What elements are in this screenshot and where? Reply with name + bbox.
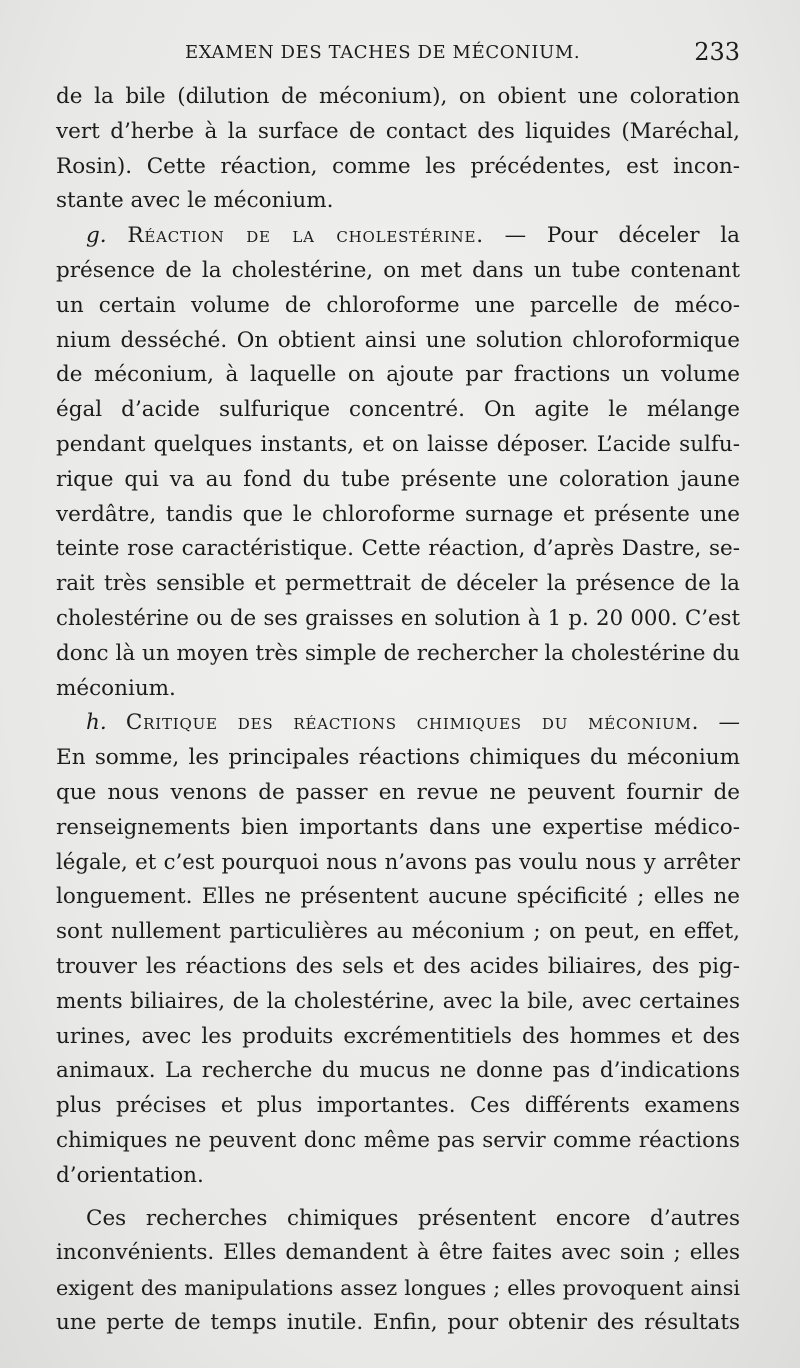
paragraph-critique-reactions bbox=[56, 706, 740, 1193]
text-line: plus précises et plus importantes. Ces différents examens bbox=[56, 1093, 740, 1119]
text-line: vert d’herbe à la surface de contact des liquides (Maréchal, bbox=[56, 118, 740, 144]
text-line: une perte de temps inutile. Enfin, pour obtenir des résultats bbox=[56, 1309, 740, 1335]
section-marker: h. bbox=[86, 710, 107, 736]
text-line: urines, avec les produits excrémentitiels des hommes et des bbox=[56, 1023, 740, 1049]
text-line: Ces recherches chimiques présentent encore d’autres bbox=[86, 1205, 740, 1231]
page-number: 233 bbox=[694, 38, 740, 66]
section-heading: Réaction de la cholestérine. bbox=[127, 223, 484, 249]
text-line: renseignements bien importants dans une expertise médico- bbox=[56, 814, 740, 840]
section-heading-line bbox=[56, 706, 740, 741]
heading-continuation: — Pour déceler la bbox=[483, 223, 740, 249]
paragraph-inconvenients bbox=[56, 1202, 740, 1341]
text-line: trouver les réactions des sels et des acides biliaires, des pig- bbox=[56, 953, 740, 979]
text-line: rique qui va au fond du tube présente une coloration jaune bbox=[56, 466, 740, 492]
section-heading: Critique des réactions chimiques du méconium. bbox=[125, 710, 700, 736]
heading-continuation: — bbox=[699, 710, 740, 736]
section-heading-line bbox=[56, 219, 740, 254]
running-title: EXAMEN DES TACHES DE MÉCONIUM. bbox=[185, 42, 581, 63]
text-line: En somme, les principales réactions chimiques du méconium bbox=[56, 745, 740, 771]
text-line: pendant quelques instants, et on laisse déposer. L’acide sulfu- bbox=[56, 431, 740, 457]
text-line: exigent des manipulations assez longues ; elles provoquent ainsi bbox=[56, 1276, 740, 1301]
text-line: de méconium, à laquelle on ajoute par fractions un volume bbox=[56, 362, 740, 388]
text-line: Rosin). Cette réaction, comme les précédentes, est incon- bbox=[56, 153, 740, 179]
section-marker: g. bbox=[86, 223, 107, 249]
text-line: animaux. La recherche du mucus ne donne pas d’indications bbox=[56, 1058, 740, 1084]
text-line: rait très sensible et permettrait de déceler la présence de la bbox=[56, 571, 740, 597]
text-line: méconium. bbox=[56, 675, 176, 701]
text-line: égal d’acide sulfurique concentré. On agite le mélange bbox=[56, 397, 740, 423]
text-line: teinte rose caractéristique. Cette réaction, d’après Dastre, se- bbox=[56, 536, 740, 562]
text-line: sont nullement particulières au méconium ; on peut, en effet, bbox=[56, 919, 740, 945]
text-line: cholestérine ou de ses graisses en solution à 1 p. 20 000. C’est bbox=[56, 605, 740, 631]
paragraph-gap bbox=[56, 1194, 740, 1202]
text-line: inconvénients. Elles demandent à être faites avec soin ; elles bbox=[56, 1240, 740, 1266]
text-line: stante avec le méconium. bbox=[56, 188, 334, 214]
text-line: de la bile (dilution de méconium), on obient une coloration bbox=[56, 84, 740, 109]
text-line: ments biliaires, de la cholestérine, avec la bile, avec certaines bbox=[56, 988, 740, 1014]
text-line: donc là un moyen très simple de rechercher la cholestérine du bbox=[56, 640, 740, 666]
text-line: présence de la cholestérine, on met dans un tube contenant bbox=[56, 257, 740, 283]
paragraph-cholesterine-reaction bbox=[56, 219, 740, 706]
text-line: verdâtre, tandis que le chloroforme surnage et présente une bbox=[56, 501, 740, 527]
text-line: légale, et c’est pourquoi nous n’avons pas voulu nous y arrêter bbox=[56, 849, 740, 875]
page-header bbox=[60, 38, 740, 72]
text-line: que nous venons de passer en revue ne peuvent fournir de bbox=[56, 779, 740, 805]
text-line: chimiques ne peuvent donc même pas servir comme réactions bbox=[56, 1127, 740, 1153]
text-line: d’orientation. bbox=[56, 1162, 204, 1188]
paragraph-bile-dilution bbox=[56, 80, 740, 219]
text-line: longuement. Elles ne présentent aucune spécificité ; elles ne bbox=[56, 884, 740, 910]
text-line: un certain volume de chloroforme une parcelle de méco- bbox=[56, 292, 740, 318]
body-text bbox=[56, 80, 740, 1341]
text-line: nium desséché. On obtient ainsi une solution chloroformique bbox=[56, 327, 740, 353]
